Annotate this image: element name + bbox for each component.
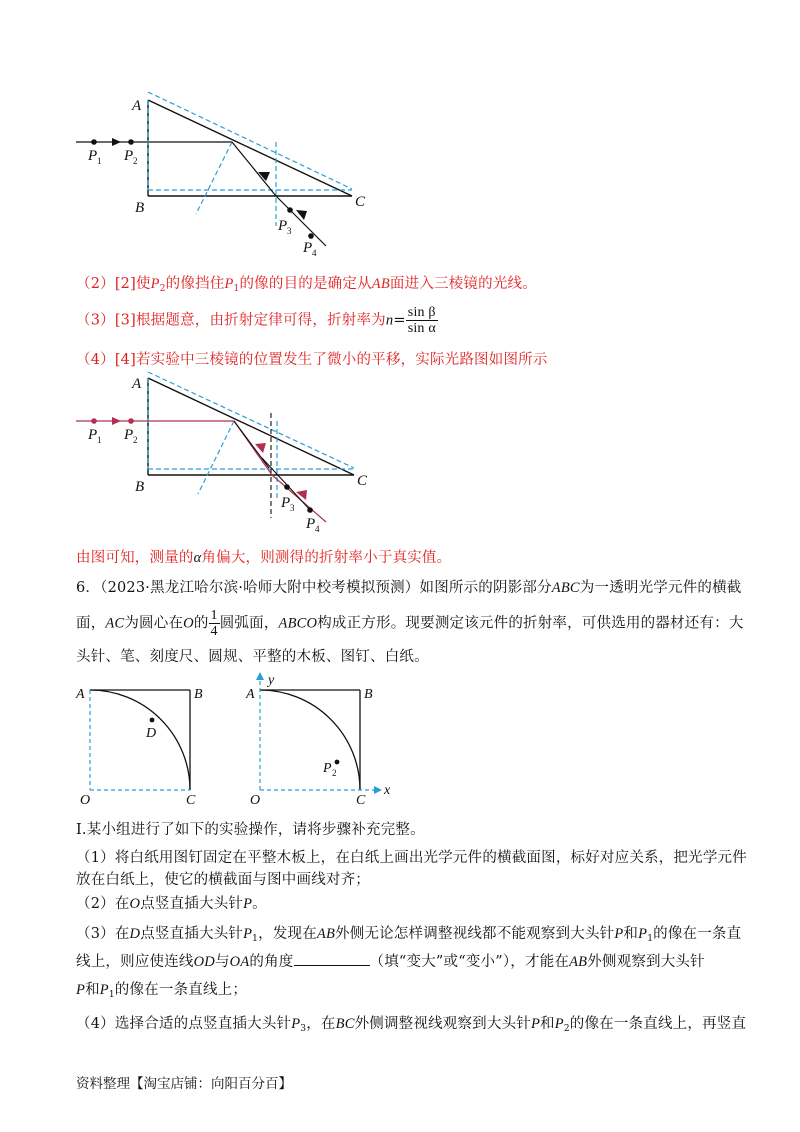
svg-text:P: P xyxy=(124,148,134,164)
svg-text:2: 2 xyxy=(332,768,337,778)
quarter-circle-diagram-2 xyxy=(0,668,800,808)
step-intro: I.某小组进行了如下的实验操作，请将步骤补充完整。 xyxy=(76,822,425,838)
svg-text:B: B xyxy=(135,479,145,495)
svg-text:P: P xyxy=(278,218,288,234)
svg-text:4: 4 xyxy=(315,524,320,534)
q6-line-3: 头针、笔、刻度尺、圆规、平整的木板、图钉、白纸。 xyxy=(76,649,429,665)
svg-text:P: P xyxy=(88,148,98,164)
prism-diagram-2 xyxy=(0,360,800,540)
svg-text:O: O xyxy=(250,793,261,808)
svg-text:y: y xyxy=(268,673,275,688)
svg-text:B: B xyxy=(364,687,373,702)
svg-text:1: 1 xyxy=(97,156,102,166)
svg-text:A: A xyxy=(76,687,85,702)
svg-text:3: 3 xyxy=(290,503,295,513)
svg-text:B: B xyxy=(194,687,203,702)
q6-line-2: 面，AC为圆心在O的 $\frac{1}{4}$ 圆弧面，ABCO构成正方形。现要测定该元件的折射率，可供选用的器材还有：大 xyxy=(76,608,744,639)
step-3-line-2: 线上，则应使连线OD与OA的角度 （填“变大”或“变小”），才能在AB外侧观察到大头针 xyxy=(76,954,705,970)
conclusion-line: 由图可知，测量的α角偏大，则测得的折射率小于真实值。 xyxy=(76,550,452,566)
svg-text:P: P xyxy=(306,516,316,532)
svg-text:1: 1 xyxy=(97,435,102,445)
q6-line-1: 6．（2023·黑龙江哈尔滨·哈师大附中校考模拟预测）如图所示的阴影部分ABC为一透明光学元件的横截 xyxy=(76,580,742,596)
step-1-line-1: （1）将白纸用图钉固定在平整木板上，在白纸上画出光学元件的横截面图，标好对应关系，把光学元件 xyxy=(76,850,747,866)
answer-2: （2）[2]使$P_2$的像挡住$P_1$的像的目的是确定从AB面进入三棱镜的光线。 xyxy=(76,276,537,294)
svg-text:2: 2 xyxy=(133,156,138,166)
svg-text:D: D xyxy=(146,726,157,741)
svg-text:3: 3 xyxy=(287,226,292,236)
answer-4: （4）[4]若实验中三棱镜的位置发生了微小的平移，实际光路图如图所示 xyxy=(76,352,548,368)
svg-text:C: C xyxy=(357,473,368,489)
step-3-line-1: （3）在D点竖直插大头针$P_1$，发现在AB外侧无论怎样调整视线都不能观察到大头针P和$P_1$的像在一条直 xyxy=(76,926,742,944)
step-2: （2）在O点竖直插大头针P。 xyxy=(76,896,267,912)
svg-text:P: P xyxy=(281,495,291,511)
svg-text:2: 2 xyxy=(133,435,138,445)
answer-blank[interactable] xyxy=(294,953,370,966)
svg-text:4: 4 xyxy=(312,248,317,258)
svg-text:O: O xyxy=(80,793,91,808)
svg-text:P: P xyxy=(124,427,134,443)
vertex-c-label: C xyxy=(355,194,366,210)
step-4: （4）选择合适的点竖直插大头针$P_3$，在BC外侧调整视线观察到大头针P和$P_2$的像在一条直线上，再竖直 xyxy=(76,1016,747,1034)
svg-text:C: C xyxy=(356,793,366,808)
svg-text:C: C xyxy=(186,793,196,808)
vertex-b-label: B xyxy=(135,200,145,216)
svg-text:A: A xyxy=(246,687,255,702)
page-footer: 资料整理【淘宝店铺：向阳百分百】 xyxy=(76,1076,292,1092)
answer-3: （3）[3]根据题意，由折射定律可得，折射率为n= $\frac{\text{sin β}}{\text{sin α}}$ xyxy=(76,305,436,336)
vertex-a-label: A xyxy=(132,98,142,114)
step-1-line-2: 放在白纸上，使它的横截面与图中画线对齐； xyxy=(76,872,370,888)
prism-diagram-1 xyxy=(0,0,800,270)
svg-text:A: A xyxy=(132,376,142,392)
svg-text:x: x xyxy=(384,783,391,798)
svg-text:P: P xyxy=(303,240,313,256)
svg-text:P: P xyxy=(88,427,98,443)
step-3-line-3: P和$P_1$的像在一条直线上； xyxy=(76,982,248,1000)
svg-text:P: P xyxy=(323,761,332,776)
